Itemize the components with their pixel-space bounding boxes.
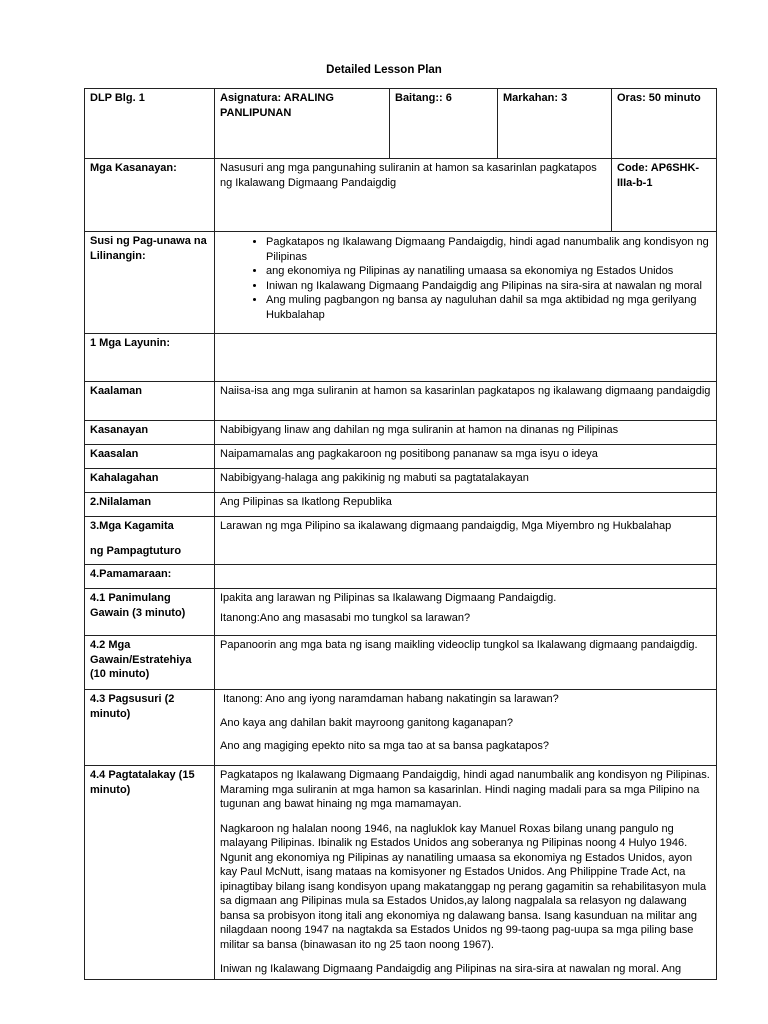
- skill-row: [85, 421, 717, 445]
- quarter: Markahan: 3: [498, 89, 612, 159]
- discussion-content: [215, 766, 717, 980]
- attitude-row: [85, 445, 717, 469]
- introductory-paragraph-1: Ipakita ang larawan ng Pilipinas sa Ikalawang Digmaang Pandaigdig.: [220, 592, 557, 604]
- grade-level: Baitang:: 6: [390, 89, 498, 159]
- competency-row: [85, 159, 717, 232]
- competency-text: Nasusuri ang mga pangunahing suliranin at hamon sa kasarinlan pagkatapos ng Ikalawang Digmaang Pandaigdig: [215, 159, 612, 232]
- analysis-question-2: Ano kaya ang dahilan bakit mayroong ganitong kaganapan?: [220, 716, 513, 729]
- content-label: 2.Nilalaman: [85, 493, 215, 517]
- competency-label: Mga Kasanayan:: [85, 159, 215, 232]
- dlp-number: DLP Blg. 1: [85, 89, 215, 159]
- subject: Asignatura: ARALING PANLIPUNAN: [215, 89, 390, 159]
- knowledge-label: Kaalaman: [85, 382, 215, 421]
- activity-label: 4.2 Mga Gawain/Estratehiya (10 minuto): [85, 636, 215, 690]
- values-row: [85, 469, 717, 493]
- discussion-paragraph-3: Iniwan ng Ikalawang Digmaang Pandaigdig ang Pilipinas na sira-sira at nawalan ng moral. Ang: [220, 963, 682, 975]
- analysis-row: [85, 690, 717, 766]
- competency-code: Code: AP6SHK-IIIa-b-1: [612, 159, 717, 232]
- knowledge-text: Naiisa-isa ang mga suliranin at hamon sa kasarinlan pagkatapos ng ikalawang digmaang pandaigdig: [215, 382, 717, 421]
- analysis-content: [215, 690, 717, 766]
- analysis-label: 4.3 Pagsusuri (2 minuto): [85, 690, 215, 766]
- content-row: [85, 493, 717, 517]
- analysis-question-3: Ano ang magiging epekto nito sa mga tao at sa bansa pagkatapos?: [220, 740, 550, 752]
- procedure-label: 4.Pamamaraan:: [85, 565, 215, 589]
- attitude-text: Naipamamalas ang pagkakaroon ng positibong pananaw sa mga isyu o ideya: [215, 445, 717, 469]
- list-item: • Ang muling pagbangon ng bansa ay naguluhan dahil sa mga aktibidad ng mga gerilyang Hukbalahap: [266, 293, 711, 322]
- materials-label: [85, 517, 215, 565]
- values-label: Kahalagahan: [85, 469, 215, 493]
- discussion-paragraph-2: Nagkaroon ng halalan noong 1946, na nagluklok kay Manuel Roxas bilang unang pangulo ng malayang Pilipinas. Ibinalik ng Estados Unidos ang soberanya ng Pilipinas noong 4 Hulyo 1946. Ngunit ang ekonomiya ng Pilipinas ay nanatiling umaasa sa ekonomiya ng Estados Unidos, ayon kay Paul McNutt, isang mataas na komisyoner ng Estados Unidos. Ang Philippine Trade Act, na ipinagtibay bilang isang kondisyon upang makatanggap ng perang gagamitin sa rehabilitasyon mula sa digmaan ang Pilipinas mula sa Estados Unidos,ay lalong nagpalala sa relasyon ng dalawang bansa sa probisyon itong itali ang ekonomiya ng dalawang bansa. Isang kasunduan na militar ang nilagdaan noong 1947 na nagtakda sa Estados Unidos ng 99-taong pag-uupa sa mga piling base militar sa bansa (binawasan ito ng 25 taon noong 1967).: [220, 822, 707, 951]
- objectives-row: [85, 334, 717, 382]
- key-understanding-list: [220, 235, 711, 322]
- document-title: Detailed Lesson Plan: [326, 64, 442, 76]
- procedure-text: [215, 565, 717, 589]
- introductory-row: [85, 589, 717, 636]
- discussion-row: [85, 766, 717, 980]
- materials-label-line-2: ng Pampagtuturo: [90, 544, 182, 557]
- skill-text: Nabibigyang linaw ang dahilan ng mga suliranin at hamon na dinanas ng Pilipinas: [215, 421, 717, 445]
- lesson-plan-table: [84, 88, 717, 980]
- activity-text: Papanoorin ang mga bata ng isang maikling videoclip tungkol sa Ikalawang digmaang pandaigdig.: [215, 636, 717, 690]
- objectives-text: [215, 334, 717, 382]
- key-understanding-content: [215, 232, 717, 334]
- objectives-label: 1 Mga Layunin:: [85, 334, 215, 382]
- activity-row: [85, 636, 717, 690]
- list-item: • ang ekonomiya ng Pilipinas ay nanatiling umaasa sa ekonomiya ng Estados Unidos: [266, 264, 711, 279]
- knowledge-row: [85, 382, 717, 421]
- key-understanding-row: [85, 232, 717, 334]
- discussion-paragraph-1: Pagkatapos ng Ikalawang Digmaang Pandaigdig, hindi agad nanumbalik ang kondisyon ng Pilipinas. Maraming mga suliranin at mga hamon sa kasarinlan. Hindi naging madali para sa mga Pilipino na tugunan ang bawat hinaing ng mga mamamayan.: [220, 769, 710, 810]
- list-item: • Pagkatapos ng Ikalawang Digmaang Pandaigdig, hindi agad nanumbalik ang kondisyon ng Pilipinas: [266, 235, 711, 264]
- introductory-paragraph-2: Itanong:Ano ang masasabi mo tungkol sa larawan?: [220, 611, 471, 624]
- key-understanding-label: Susi ng Pag-unawa na Lilinangin:: [85, 232, 215, 334]
- introductory-content: [215, 589, 717, 636]
- procedure-row: [85, 565, 717, 589]
- analysis-question-1: Itanong: Ano ang iyong naramdaman habang nakatingin sa larawan?: [223, 693, 559, 705]
- attitude-label: Kaasalan: [85, 445, 215, 469]
- materials-label-line-1: 3.Mga Kagamita: [90, 520, 174, 532]
- header-row: [85, 89, 717, 159]
- duration: Oras: 50 minuto: [612, 89, 717, 159]
- skill-label: Kasanayan: [85, 421, 215, 445]
- introductory-label: 4.1 Panimulang Gawain (3 minuto): [85, 589, 215, 636]
- materials-row: [85, 517, 717, 565]
- values-text: Nabibigyang-halaga ang pakikinig ng mabuti sa pagtatalakayan: [215, 469, 717, 493]
- list-item: • Iniwan ng Ikalawang Digmaang Pandaigdig ang Pilipinas na sira-sira at nawalan ng moral: [266, 279, 711, 294]
- discussion-label: 4.4 Pagtatalakay (15 minuto): [85, 766, 215, 980]
- content-text: Ang Pilipinas sa Ikatlong Republika: [215, 493, 717, 517]
- materials-text: Larawan ng mga Pilipino sa ikalawang digmaang pandaigdig, Mga Miyembro ng Hukbalahap: [215, 517, 717, 565]
